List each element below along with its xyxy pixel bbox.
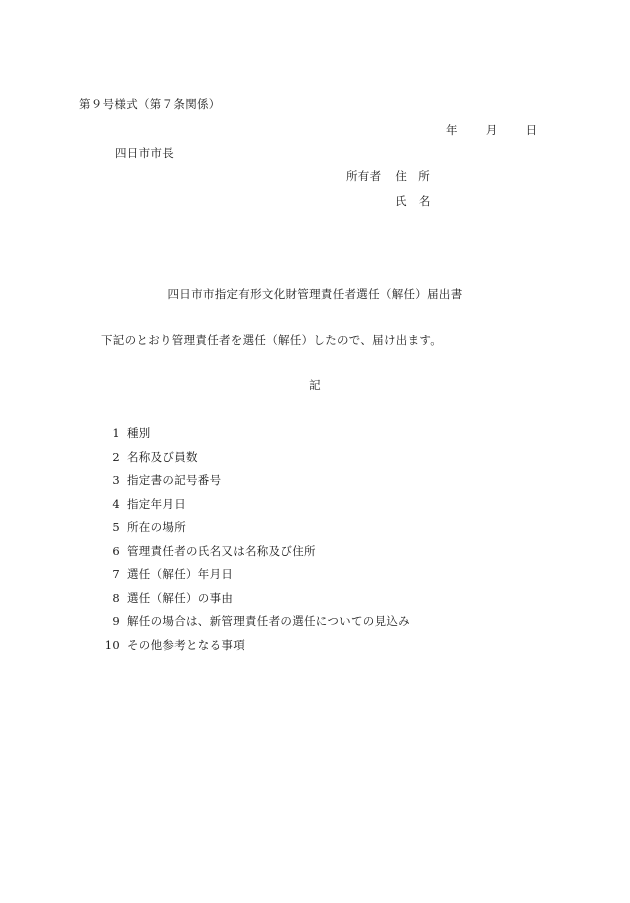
item-number: 9 <box>112 614 120 628</box>
list-item <box>96 426 410 450</box>
item-number: 2 <box>112 449 120 464</box>
name-label-1: 氏 <box>395 194 407 208</box>
ki-heading: 記 <box>309 378 321 392</box>
item-number: 6 <box>112 543 120 558</box>
item-list <box>96 426 410 661</box>
list-item <box>96 591 410 615</box>
item-text: 名称及び員数 <box>127 449 198 464</box>
item-number: 3 <box>112 473 120 487</box>
item-text: 選任（解任）の事由 <box>127 590 234 605</box>
item-number: 5 <box>112 520 120 534</box>
list-item <box>96 473 410 497</box>
address-label-2: 所 <box>418 169 431 183</box>
list-item <box>96 544 410 568</box>
address-label-1: 住 <box>395 169 408 183</box>
item-text: 指定書の記号番号 <box>127 473 222 487</box>
date-day-label: 日 <box>525 123 538 137</box>
date-year-label: 年 <box>446 123 458 137</box>
owner-address-row <box>346 169 430 183</box>
item-number: 10 <box>104 637 120 652</box>
form-number: 第９号様式（第７条関係） <box>79 97 221 111</box>
item-text: 種別 <box>127 426 151 440</box>
list-item <box>96 614 410 638</box>
item-text: 選任（解任）年月日 <box>127 567 234 581</box>
addressee: 四日市市長 <box>115 146 174 160</box>
document-title <box>0 287 630 301</box>
owner-name-row <box>395 194 431 208</box>
item-text: 解任の場合は、新管理責任者の選任についての見込み <box>127 614 410 628</box>
list-item <box>96 497 410 521</box>
item-number: 7 <box>112 567 120 581</box>
item-number: 1 <box>112 426 120 440</box>
intro-text: 下記のとおり管理責任者を選任（解任）したので、届け出ます。 <box>101 333 443 347</box>
item-text: 管理責任者の氏名又は名称及び住所 <box>127 543 316 558</box>
name-label-2: 名 <box>418 194 431 208</box>
date-line <box>446 123 537 137</box>
date-month-label: 月 <box>485 123 498 137</box>
owner-label: 所有者 <box>346 169 382 183</box>
item-text: その他参考となる事項 <box>127 637 245 652</box>
document-title-text: 四日市市指定有形文化財管理責任者選任（解任）届出書 <box>167 287 463 301</box>
list-item <box>96 567 410 591</box>
item-number: 8 <box>112 590 120 605</box>
item-number: 4 <box>112 496 120 511</box>
list-item <box>96 450 410 474</box>
list-item <box>96 520 410 544</box>
item-text: 指定年月日 <box>127 496 186 511</box>
list-item <box>96 638 410 662</box>
item-text: 所在の場所 <box>127 520 186 534</box>
